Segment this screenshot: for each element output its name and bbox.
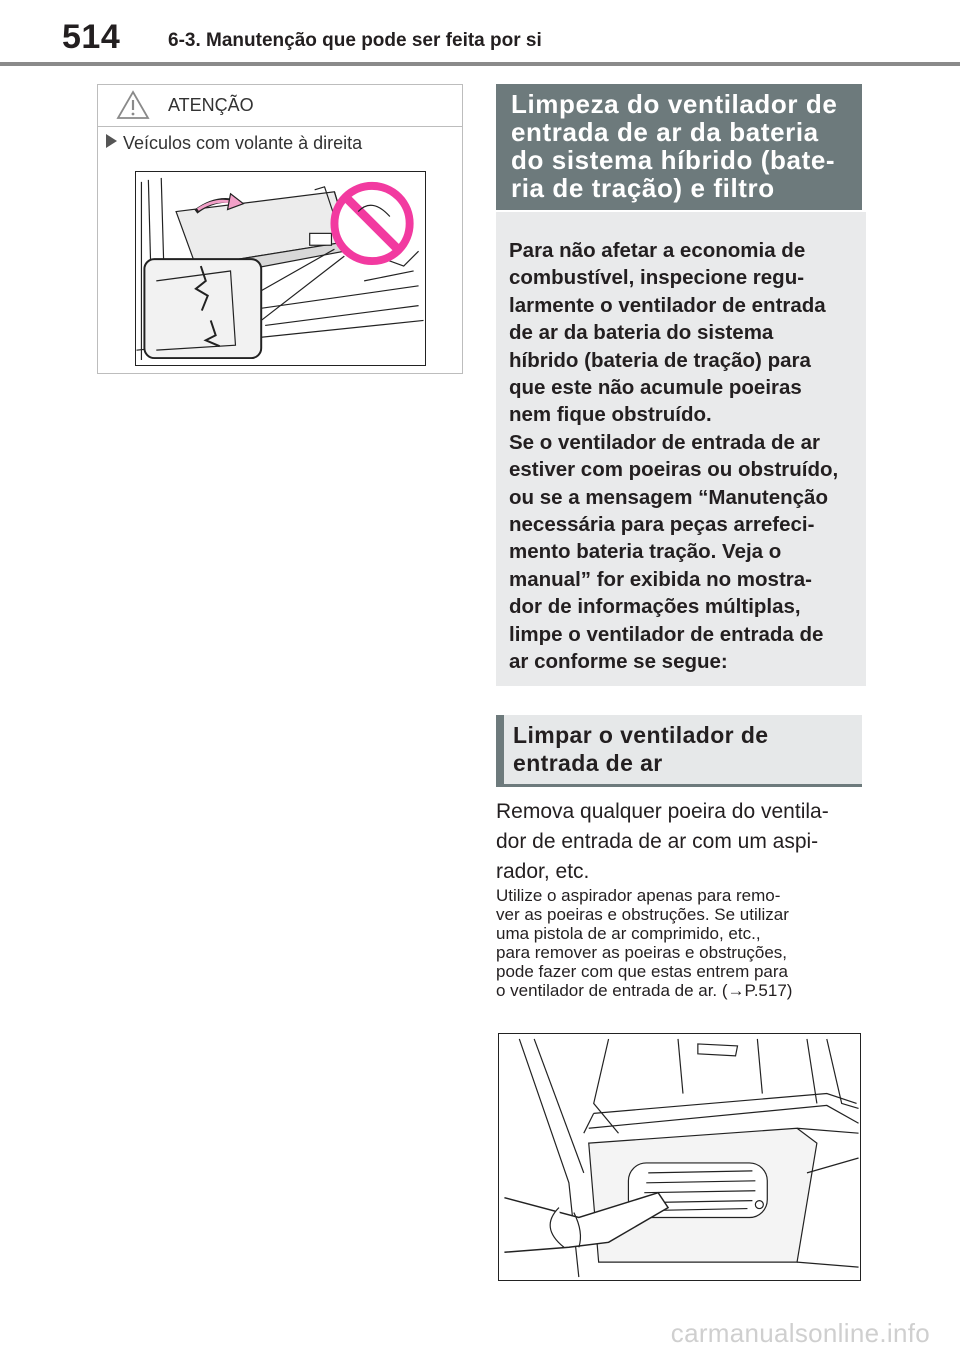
warning-triangle-icon <box>116 90 150 120</box>
body-instruction <box>496 797 866 887</box>
info-box <box>496 212 866 686</box>
battery-cover-prohibited-illustration <box>135 171 426 366</box>
note-line: pode fazer com que estas entrem para <box>496 962 788 981</box>
warning-header <box>98 85 462 127</box>
vacuum-cleaning-air-intake-illustration <box>498 1033 861 1281</box>
info-line: larmente o ventilador de entrada <box>509 293 826 317</box>
info-line: mento bateria tração. Veja o <box>509 540 782 564</box>
info-line: nem fique obstruído. <box>509 403 712 427</box>
sub-section-banner <box>496 715 862 787</box>
section-banner-line: do sistema híbrido (bate- <box>511 145 836 175</box>
info-line: dor de informações múltiplas, <box>509 595 801 619</box>
body-line: dor de entrada de ar com um aspi- <box>496 830 819 853</box>
warning-title: ATENÇÃO <box>168 95 254 115</box>
sub-banner-line: Limpar o ventilador de <box>513 722 769 748</box>
warning-box <box>97 84 463 374</box>
info-line: necessária para peças arrefeci- <box>509 513 815 537</box>
sub-banner-line: entrada de ar <box>513 750 663 776</box>
info-line: Para não afetar a economia de <box>509 239 806 262</box>
section-banner-line: ria de tração) e filtro <box>511 173 775 203</box>
page-number: 514 <box>62 18 121 56</box>
info-line: ar conforme se segue: <box>509 650 728 674</box>
section-banner <box>496 84 862 210</box>
body-line: Remova qualquer poeira do ventila- <box>496 800 829 823</box>
info-line: combustível, inspecione regu- <box>509 266 805 290</box>
info-line: que este não acumule poeiras <box>509 376 802 400</box>
info-line: manual” for exibida no mostra- <box>509 567 812 591</box>
info-line: híbrido (bateria de tração) para <box>509 348 811 372</box>
section-title: 6-3. Manutenção que pode ser feita por si <box>168 30 542 51</box>
warning-item <box>106 133 362 154</box>
section-banner-line: entrada de ar da bateria <box>511 117 819 147</box>
note-line: ver as poeiras e obstruções. Se utilizar <box>496 905 789 924</box>
section-banner-line: Limpeza do ventilador de <box>511 89 838 119</box>
header-rule <box>0 62 960 66</box>
note-line: o ventilador de entrada de ar. (→P.517) <box>496 981 793 1000</box>
note-line: uma pistola de ar comprimido, etc., <box>496 924 761 943</box>
body-note <box>496 886 866 1000</box>
triangle-bullet-icon <box>106 134 117 148</box>
info-line: estiver com poeiras ou obstruído, <box>509 458 839 482</box>
note-line: para remover as poeiras e obstruções, <box>496 943 788 962</box>
body-line: rador, etc. <box>496 860 590 883</box>
watermark: carmanualsonline.info <box>670 1318 930 1348</box>
warning-item-text: Veículos com volante à direita <box>123 133 363 153</box>
info-line: de ar da bateria do sistema <box>509 321 774 345</box>
info-line: limpe o ventilador de entrada de <box>509 622 824 646</box>
note-line: Utilize o aspirador apenas para remo- <box>496 886 781 905</box>
info-line: Se o ventilador de entrada de ar <box>509 430 821 454</box>
info-line: ou se a mensagem “Manutenção <box>509 485 828 509</box>
